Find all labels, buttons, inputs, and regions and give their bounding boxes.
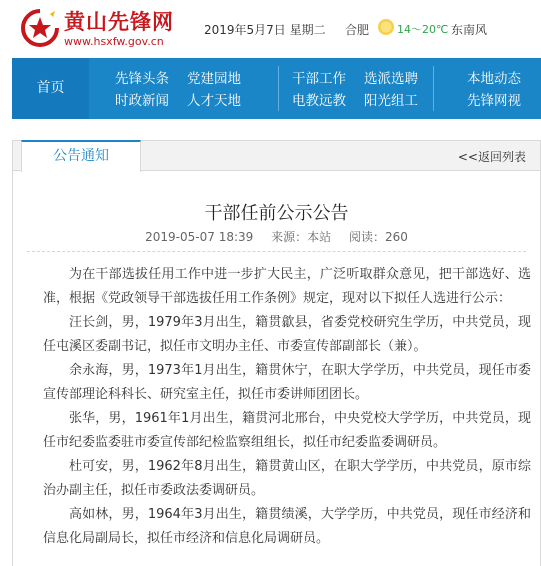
nav-item-dangjian-yuandi[interactable]: 党建园地 [187,71,241,87]
nav-item-shizheng-xinwen[interactable]: 时政新闻 [115,93,169,109]
nav-item-xianfeng-wangshi[interactable]: 先锋网视 [467,93,521,109]
nav-item-yangguang-zugong[interactable]: 阳光组工 [364,93,418,109]
nav-divider [278,66,279,111]
article-datetime: 2019-05-07 18:39 [145,230,254,244]
nav-item-bendi-dongtai[interactable]: 本地动态 [467,71,521,87]
nav-item-xuanpai-xuanpin[interactable]: 选派选聘 [364,71,418,87]
nav-divider [433,66,434,111]
article-views: 阅读：260 [348,230,408,244]
content-panel [12,140,541,566]
site-header [0,0,541,58]
back-to-list-link[interactable]: <<返回列表 [457,150,526,164]
article-paragraph: 为在干部选拔任用工作中进一步扩大民主，广泛听取群众意见，把干部选好、选准，根据《党政领导干部选拔任用工作条例》规定，现对以下拟任人选进行公示： [43,267,531,306]
tab-announcements-label: 公告通知 [53,148,109,164]
article-paragraph: 汪长剑，男，1979年3月出生，籍贯歙县，省委党校研究生学历，中共党员，现任屯溪区委副书记，拟任市文明办主任、市委宣传部副部长（兼）。 [43,315,531,354]
weather-temperature: 14～20℃ [397,23,449,36]
sunny-weather-icon [376,17,396,37]
nav-item-rencai-tiandi[interactable]: 人才天地 [187,93,241,109]
article-paragraph: 余永海，男，1973年1月出生，籍贯休宁，在职大学学历，中共党员，现任市委宣传部理论科科长、研究室主任，拟任市委讲师团团长。 [43,363,531,402]
article-paragraph: 高如林，男，1964年3月出生，籍贯绩溪，大学学历，中共党员，现任市经济和信息化局副局长，拟任市经济和信息化局调研员。 [43,507,531,546]
nav-item-dianjiao-yuanjiao[interactable]: 电教远教 [292,93,346,109]
article-body [43,263,531,551]
current-date: 2019年5月7日 星期二 [204,23,326,37]
party-emblem-logo-icon[interactable] [20,8,60,48]
main-nav [12,58,541,119]
site-title[interactable]: 黄山先锋网 [64,9,174,34]
article-source: 来源：本站 [271,230,332,244]
nav-home[interactable]: 首页 [12,58,89,119]
title-divider [27,251,526,252]
article-title: 干部任前公示公告 [204,203,349,224]
article-meta [13,228,540,245]
nav-item-ganbu-gongzuo[interactable]: 干部工作 [292,71,346,87]
tab-announcements[interactable] [21,140,141,172]
weather-wind: 东南风 [451,23,488,37]
nav-item-xianfeng-toutiao[interactable]: 先锋头条 [115,71,169,87]
section-tabbar [13,141,540,171]
article-paragraph: 张华，男，1961年1月出生，籍贯河北邢台，中央党校大学学历，中共党员，现任市纪委监委驻市委宣传部纪检监察组组长，拟任市纪委监委调研员。 [43,411,531,450]
site-url: www.hsxfw.gov.cn [64,35,164,48]
weather-city: 合肥 [345,23,370,37]
article-paragraph: 杜可安，男，1962年8月出生，籍贯黄山区，在职大学学历，中共党员，原市综治办副主任，拟任市委政法委调研员。 [43,459,531,498]
